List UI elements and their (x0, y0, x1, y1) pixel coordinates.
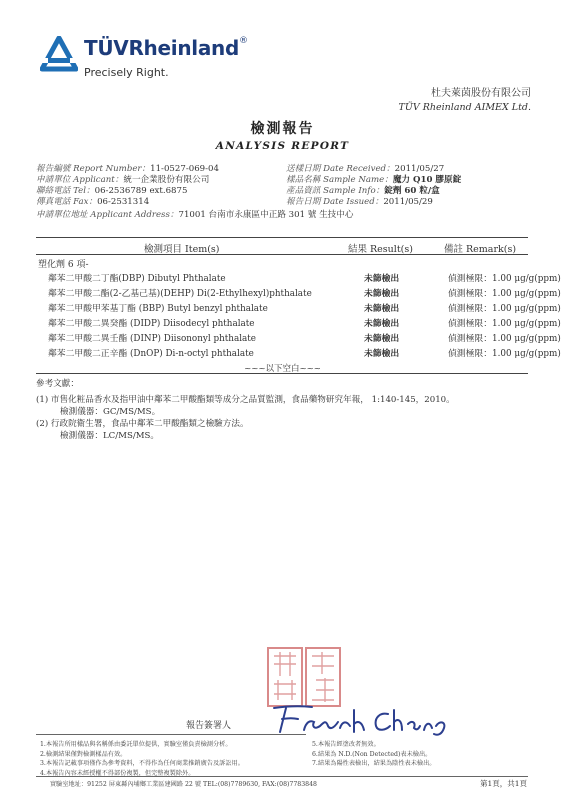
references-heading: 參考文獻： (36, 379, 79, 389)
result-value: 未篩檢出 (364, 274, 400, 284)
tel: 06-2536789 ext.6875 (94, 186, 188, 196)
info-row (286, 164, 461, 175)
note-item: 3.本報告記載事項僅作為參考資料，不得作為任何商業推銷廣告及訴訟用。 (40, 760, 244, 767)
page-number: 第1頁，共1頁 (479, 779, 527, 788)
company-name-zh: 杜夫萊茵股份有限公司 (431, 88, 531, 99)
result-value: 未篩檢出 (364, 334, 400, 344)
info-label: 樣品名稱 Sample Name： (286, 175, 393, 185)
info-label: 產品資訊 Sample Info： (286, 186, 385, 196)
signer-label: 報告簽署人 (186, 721, 232, 731)
table-bottom-rule (36, 373, 528, 374)
info-row (36, 186, 219, 197)
info-row (36, 164, 219, 175)
notes-right (312, 740, 435, 769)
item-name: 鄰苯二甲酸二異癸酯 (DIDP) Diisodecyl phthalate (48, 319, 255, 329)
note-item: 4.本報告內容未經授權不得部份複製，但完整複製除外。 (40, 769, 195, 777)
table-row (48, 271, 561, 286)
col-item-header: 檢測項目 Item(s) (144, 244, 220, 255)
note-item: 5.本報告經塗改者無效。 (312, 741, 380, 748)
test-group-label: 塑化劑 6 項- (38, 260, 89, 270)
remark-value: 偵測極限：1.00 μg/g(ppm) (448, 319, 561, 329)
report-title-zh: 檢測報告 (250, 121, 315, 137)
info-label: 報告編號 Report Number： (36, 164, 151, 174)
remark-value: 偵測極限：1.00 μg/g(ppm) (448, 334, 561, 344)
tuv-triangle-icon (40, 36, 78, 72)
result-value: 未篩檢出 (364, 319, 400, 329)
address-value: 71001 台南市永康區中正路 301 號 生技中心 (178, 210, 354, 220)
info-label: 申請單位 Applicant： (36, 175, 124, 185)
item-name: 鄰苯二甲酸二異壬酯 (DINP) Diisononyl phthalate (48, 334, 257, 344)
table-top-rule (36, 237, 528, 238)
item-name: 鄰苯二甲酸甲苯基丁酯 (BBP) Butyl benzyl phthalate (48, 304, 268, 314)
notes-left (40, 740, 244, 778)
note-item: 2.檢測結果僅對檢測樣品有效。 (40, 750, 127, 758)
info-label: 傳真電話 Fax： (36, 197, 98, 207)
table-row (48, 331, 561, 346)
note-item: 1.本報告所用樣品與名稱係由委託單位提供，實驗室僅負責檢測分析。 (40, 741, 232, 748)
blank-below-mark: ~~~以下空白~~~ (244, 364, 321, 374)
company-seal-stamp (266, 646, 342, 708)
reference-item: (2) 行政院衛生署，食品中鄰苯二甲酸酯類之檢驗方法。 (36, 419, 249, 429)
remark-value: 偵測極限：1.00 μg/g(ppm) (448, 289, 561, 299)
signature-handwritten (268, 700, 468, 742)
remark-value: 偵測極限：1.00 μg/g(ppm) (448, 274, 561, 284)
item-name: 鄰苯二甲酸二正辛酯 (DnOP) Di-n-octyl phthalate (48, 349, 254, 359)
applicant: 統一企業股份有限公司 (123, 175, 210, 185)
table-row (48, 316, 561, 331)
remark-value: 偵測極限：1.00 μg/g(ppm) (448, 349, 561, 359)
table-row (48, 301, 561, 316)
brand-tagline: Precisely Right. (84, 66, 169, 79)
item-name: 鄰苯二甲酸二酯(2-乙基己基)(DEHP) Di(2-Ethylhexyl)phthalate (48, 289, 312, 299)
result-value: 未篩檢出 (364, 289, 400, 299)
brand-name: TÜVRheinland (84, 36, 239, 60)
info-row (36, 197, 219, 208)
lab-address: 實驗室地址：91252 屏東縣內埔鄉工業區建國路 22 號 TEL:(08)7789630, FAX:(08)7783848 (50, 781, 317, 788)
sample-info: 錠劑 60 粒/盒 (384, 186, 440, 196)
col-result-header: 結果 Result(s) (348, 244, 413, 255)
info-label: 送樣日期 Date Received： (286, 164, 395, 174)
note-item: 6.結果為 N.D.(Non Detected)表未檢出。 (312, 750, 432, 758)
info-row (286, 197, 461, 208)
tuv-logo (40, 36, 248, 86)
references (36, 378, 455, 442)
remark-value: 偵測極限：1.00 μg/g(ppm) (448, 304, 561, 314)
table-row (48, 346, 561, 361)
result-value: 未篩檢出 (364, 349, 400, 359)
address-label: 申請單位地址 Applicant Address： (36, 210, 179, 220)
footer-rule (36, 776, 528, 777)
sample-name: 魔力 Q10 膠原錠 (392, 175, 462, 185)
col-remark-header: 備註 Remark(s) (444, 244, 517, 255)
report-title-en: ANALYSIS REPORT (215, 140, 350, 152)
info-label: 聯絡電話 Tel： (36, 186, 95, 196)
company-block (399, 87, 531, 115)
table-row (48, 286, 561, 301)
signature-rule (36, 734, 306, 735)
company-name-en: TÜV Rheinland AIMEX Ltd. (398, 102, 531, 113)
date-issued: 2011/05/29 (383, 197, 433, 207)
note-item: 7.結果為陽性表檢出，結果為陰性表未檢出。 (312, 760, 436, 767)
report-number: 11-0527-069-04 (150, 164, 219, 174)
info-left (36, 164, 219, 208)
info-row (36, 175, 219, 186)
info-right (286, 164, 461, 208)
info-row (286, 175, 461, 186)
reference-item: (1) 市售化粧品香水及指甲油中鄰苯二甲酸酯類等成分之品質監測，食品藥物研究年報， 1:140-145，2010。 (36, 395, 455, 405)
table-header-rule (36, 254, 528, 255)
info-label: 報告日期 Date Issued： (286, 197, 384, 207)
result-rows (48, 271, 561, 361)
info-row (286, 186, 461, 197)
reference-instrument: 檢測儀器：GC/MS/MS。 (60, 407, 161, 417)
item-name: 鄰苯二甲酸二丁酯(DBP) Dibutyl Phthalate (48, 274, 226, 284)
applicant-address (36, 208, 353, 220)
registered-mark: ® (238, 36, 248, 46)
report-title (0, 118, 565, 152)
reference-instrument: 檢測儀器：LC/MS/MS。 (60, 431, 160, 441)
fax: 06-2531314 (97, 197, 150, 207)
result-value: 未篩檢出 (364, 304, 400, 314)
date-received: 2011/05/27 (394, 164, 445, 174)
